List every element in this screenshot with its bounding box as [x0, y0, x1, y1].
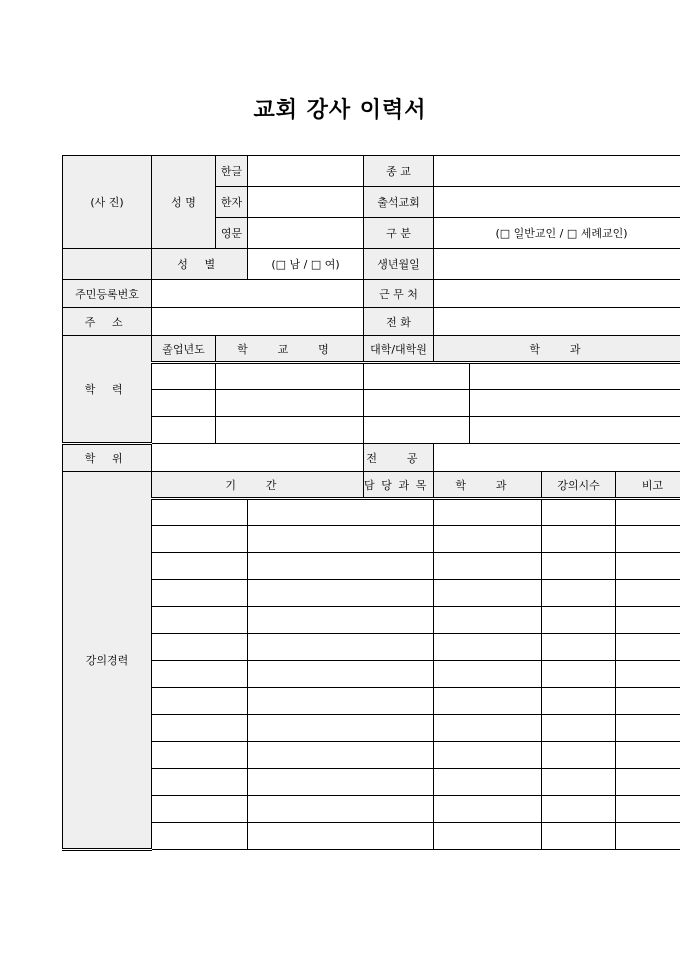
home-church-field[interactable]	[434, 187, 680, 218]
lecture-cell[interactable]	[434, 526, 542, 553]
phone-label: 전 화	[364, 308, 434, 336]
lecture-cell[interactable]	[248, 715, 434, 742]
lecture-cell[interactable]	[542, 499, 616, 526]
major-label: 전 공	[364, 444, 434, 472]
lecture-cell[interactable]	[248, 553, 434, 580]
lecture-cell[interactable]	[152, 742, 248, 769]
lecture-cell[interactable]	[152, 688, 248, 715]
religion-field[interactable]	[434, 156, 680, 187]
resident-number-label: 주민등록번호	[63, 280, 152, 308]
lecture-cell[interactable]	[152, 553, 248, 580]
lecture-cell[interactable]	[248, 742, 434, 769]
education-cell[interactable]	[216, 390, 364, 417]
major-field[interactable]	[434, 444, 680, 472]
home-church-label: 출석교회	[364, 187, 434, 218]
address-field[interactable]	[152, 308, 364, 336]
education-cell[interactable]	[364, 363, 470, 390]
name-label: 성 명	[152, 156, 216, 249]
education-cell[interactable]	[216, 363, 364, 390]
education-cell[interactable]	[152, 417, 216, 444]
lecture-cell[interactable]	[152, 634, 248, 661]
lecture-cell[interactable]	[542, 634, 616, 661]
category-options[interactable]: (□ 일반교인 / □ 세례교인)	[434, 218, 680, 249]
lecture-cell[interactable]	[152, 499, 248, 526]
lecture-cell[interactable]	[542, 688, 616, 715]
lecture-cell[interactable]	[434, 499, 542, 526]
lecture-cell[interactable]	[616, 715, 680, 742]
photo-area: (사 진)	[63, 156, 152, 249]
education-cell[interactable]	[364, 417, 470, 444]
lecture-cell[interactable]	[616, 742, 680, 769]
lecture-cell[interactable]	[616, 769, 680, 796]
lecture-cell[interactable]	[542, 796, 616, 823]
col-lecture-department: 학 과	[434, 472, 542, 499]
gender-label: 성 별	[152, 249, 248, 280]
col-period: 기 간	[152, 472, 364, 499]
lecture-cell[interactable]	[616, 661, 680, 688]
gender-options[interactable]: (□ 남 / □ 여)	[248, 249, 364, 280]
address-label: 주 소	[63, 308, 152, 336]
lecture-cell[interactable]	[248, 661, 434, 688]
degree-label: 학 위	[63, 444, 152, 472]
lecture-cell[interactable]	[616, 607, 680, 634]
lecture-cell[interactable]	[434, 634, 542, 661]
lecture-cell[interactable]	[542, 553, 616, 580]
birthdate-label: 생년월일	[364, 249, 434, 280]
education-cell[interactable]	[216, 417, 364, 444]
workplace-label: 근 무 처	[364, 280, 434, 308]
name-korean-field[interactable]	[248, 156, 364, 187]
lecture-cell[interactable]	[152, 715, 248, 742]
education-cell[interactable]	[470, 390, 680, 417]
lecture-cell[interactable]	[152, 769, 248, 796]
lecture-cell[interactable]	[616, 823, 680, 850]
category-label: 구 분	[364, 218, 434, 249]
lecture-cell[interactable]	[542, 769, 616, 796]
lecture-cell[interactable]	[616, 499, 680, 526]
lecture-cell[interactable]	[542, 715, 616, 742]
lecture-cell[interactable]	[542, 607, 616, 634]
lecture-cell[interactable]	[152, 580, 248, 607]
lecture-cell[interactable]	[248, 769, 434, 796]
lecture-cell[interactable]	[616, 553, 680, 580]
lecture-cell[interactable]	[248, 580, 434, 607]
name-korean-label: 한글	[216, 156, 248, 187]
phone-field[interactable]	[434, 308, 680, 336]
name-english-field[interactable]	[248, 218, 364, 249]
col-lecture-hours: 강의시수	[542, 472, 616, 499]
religion-label: 종 교	[364, 156, 434, 187]
empty-cell	[63, 249, 152, 280]
education-cell[interactable]	[470, 417, 680, 444]
col-subject: 담당과목	[364, 472, 434, 499]
resume-form	[62, 155, 680, 851]
lecture-cell[interactable]	[434, 661, 542, 688]
education-cell[interactable]	[152, 390, 216, 417]
lecture-cell[interactable]	[542, 823, 616, 850]
lecture-cell[interactable]	[152, 607, 248, 634]
lecture-cell[interactable]	[248, 634, 434, 661]
lecture-cell[interactable]	[248, 796, 434, 823]
lecture-experience-label: 강의경력	[63, 472, 152, 850]
lecture-cell[interactable]	[616, 580, 680, 607]
lecture-cell[interactable]	[616, 634, 680, 661]
lecture-cell[interactable]	[434, 742, 542, 769]
lecture-cell[interactable]	[152, 796, 248, 823]
name-english-label: 영문	[216, 218, 248, 249]
col-school-name: 학 교 명	[216, 336, 364, 363]
lecture-cell[interactable]	[542, 580, 616, 607]
lecture-cell[interactable]	[152, 661, 248, 688]
lecture-cell[interactable]	[248, 607, 434, 634]
lecture-cell[interactable]	[434, 553, 542, 580]
lecture-cell[interactable]	[434, 580, 542, 607]
workplace-field[interactable]	[434, 280, 680, 308]
name-hanja-field[interactable]	[248, 187, 364, 218]
lecture-cell[interactable]	[248, 688, 434, 715]
lecture-cell[interactable]	[616, 526, 680, 553]
lecture-cell[interactable]	[616, 688, 680, 715]
lecture-cell[interactable]	[434, 823, 542, 850]
education-label: 학 력	[63, 336, 152, 444]
lecture-cell[interactable]	[152, 526, 248, 553]
degree-field[interactable]	[152, 444, 364, 472]
document-title: 교회 강사 이력서	[253, 98, 427, 123]
education-cell[interactable]	[470, 363, 680, 390]
lecture-cell[interactable]	[542, 742, 616, 769]
lecture-cell[interactable]	[542, 661, 616, 688]
col-remarks: 비고	[616, 472, 680, 499]
birthdate-field[interactable]	[434, 249, 680, 280]
lecture-cell[interactable]	[434, 769, 542, 796]
resident-number-field[interactable]	[152, 280, 364, 308]
col-department: 학 과	[434, 336, 680, 363]
lecture-cell[interactable]	[248, 499, 434, 526]
education-cell[interactable]	[364, 390, 470, 417]
lecture-cell[interactable]	[434, 688, 542, 715]
lecture-cell[interactable]	[434, 796, 542, 823]
name-hanja-label: 한자	[216, 187, 248, 218]
lecture-cell[interactable]	[248, 526, 434, 553]
education-cell[interactable]	[152, 363, 216, 390]
lecture-cell[interactable]	[434, 715, 542, 742]
col-graduation-year: 졸업년도	[152, 336, 216, 363]
lecture-cell[interactable]	[152, 823, 248, 850]
lecture-cell[interactable]	[434, 607, 542, 634]
lecture-cell[interactable]	[248, 823, 434, 850]
lecture-cell[interactable]	[616, 796, 680, 823]
lecture-cell[interactable]	[542, 526, 616, 553]
col-university: 대학/대학원	[364, 336, 434, 363]
